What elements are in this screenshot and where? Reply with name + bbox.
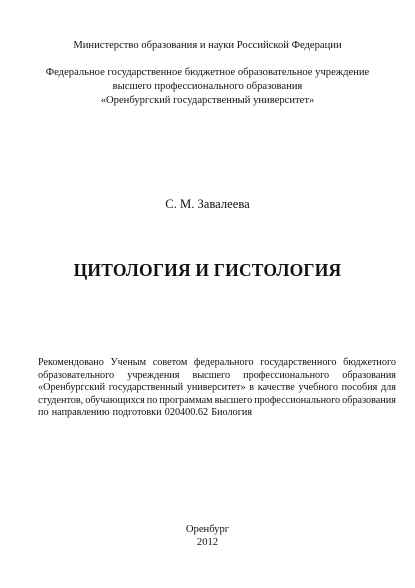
recommendation-word: университет» bbox=[186, 382, 246, 393]
institution-line-2: высшего профессионального образования bbox=[112, 81, 303, 92]
recommendation-word: учебного bbox=[298, 382, 338, 393]
recommendation-word: студентов, bbox=[38, 395, 84, 406]
publication-year: 2012 bbox=[196, 537, 219, 548]
recommendation-word: обучающихся bbox=[85, 395, 145, 406]
recommendation-word: федерального bbox=[193, 357, 254, 368]
recommendation-word: пособия bbox=[341, 382, 378, 393]
recommendation-line-2 bbox=[38, 370, 396, 383]
recommendation-word: образования bbox=[342, 395, 396, 406]
recommendation-word: по bbox=[38, 407, 49, 418]
institution-line-3: «Оренбургский государственный университет» bbox=[100, 95, 315, 106]
publication-city: Оренбург bbox=[185, 524, 230, 535]
recommendation-word: по bbox=[146, 395, 158, 406]
recommendation-word: Биология bbox=[211, 407, 253, 418]
recommendation-word: государственный bbox=[108, 382, 184, 393]
recommendation-line-1 bbox=[38, 357, 396, 370]
recommendation-word: государственного bbox=[260, 357, 337, 368]
recommendation-line-3 bbox=[38, 382, 396, 395]
recommendation-word: советом bbox=[152, 357, 188, 368]
recommendation-word: программам bbox=[159, 395, 213, 406]
recommendation-word: «Оренбургский bbox=[38, 382, 106, 393]
recommendation-word: для bbox=[381, 382, 396, 393]
recommendation-word: направлению bbox=[51, 407, 110, 418]
recommendation-word: качестве bbox=[257, 382, 295, 393]
recommendation-word: образовательного bbox=[38, 370, 115, 381]
recommendation-word: Ученым bbox=[110, 357, 147, 368]
recommendation-word: образования bbox=[342, 370, 396, 381]
recommendation-word: высшего bbox=[192, 370, 231, 381]
recommendation-word: подготовки bbox=[112, 407, 162, 418]
recommendation-line-5 bbox=[38, 407, 396, 420]
recommendation-line-4 bbox=[38, 395, 396, 408]
recommendation-word: учреждения bbox=[127, 370, 180, 381]
author-name: С. М. Завалеева bbox=[165, 197, 250, 211]
ministry-name: Министерство образования и науки Российской Федерации bbox=[73, 40, 342, 51]
recommendation-word: профессионального bbox=[254, 395, 341, 406]
recommendation-word: бюджетного bbox=[343, 357, 396, 368]
recommendation-word: в bbox=[249, 382, 255, 393]
institution-line-1: Федеральное государственное бюджетное образовательное учреждение bbox=[45, 67, 370, 78]
book-title: ЦИТОЛОГИЯ И ГИСТОЛОГИЯ bbox=[73, 260, 342, 280]
recommendation-word: профессионального bbox=[243, 370, 330, 381]
recommendation-word: Рекомендовано bbox=[38, 357, 104, 368]
recommendation-word: 020400.62 bbox=[164, 407, 209, 418]
recommendation-word: высшего bbox=[214, 395, 253, 406]
